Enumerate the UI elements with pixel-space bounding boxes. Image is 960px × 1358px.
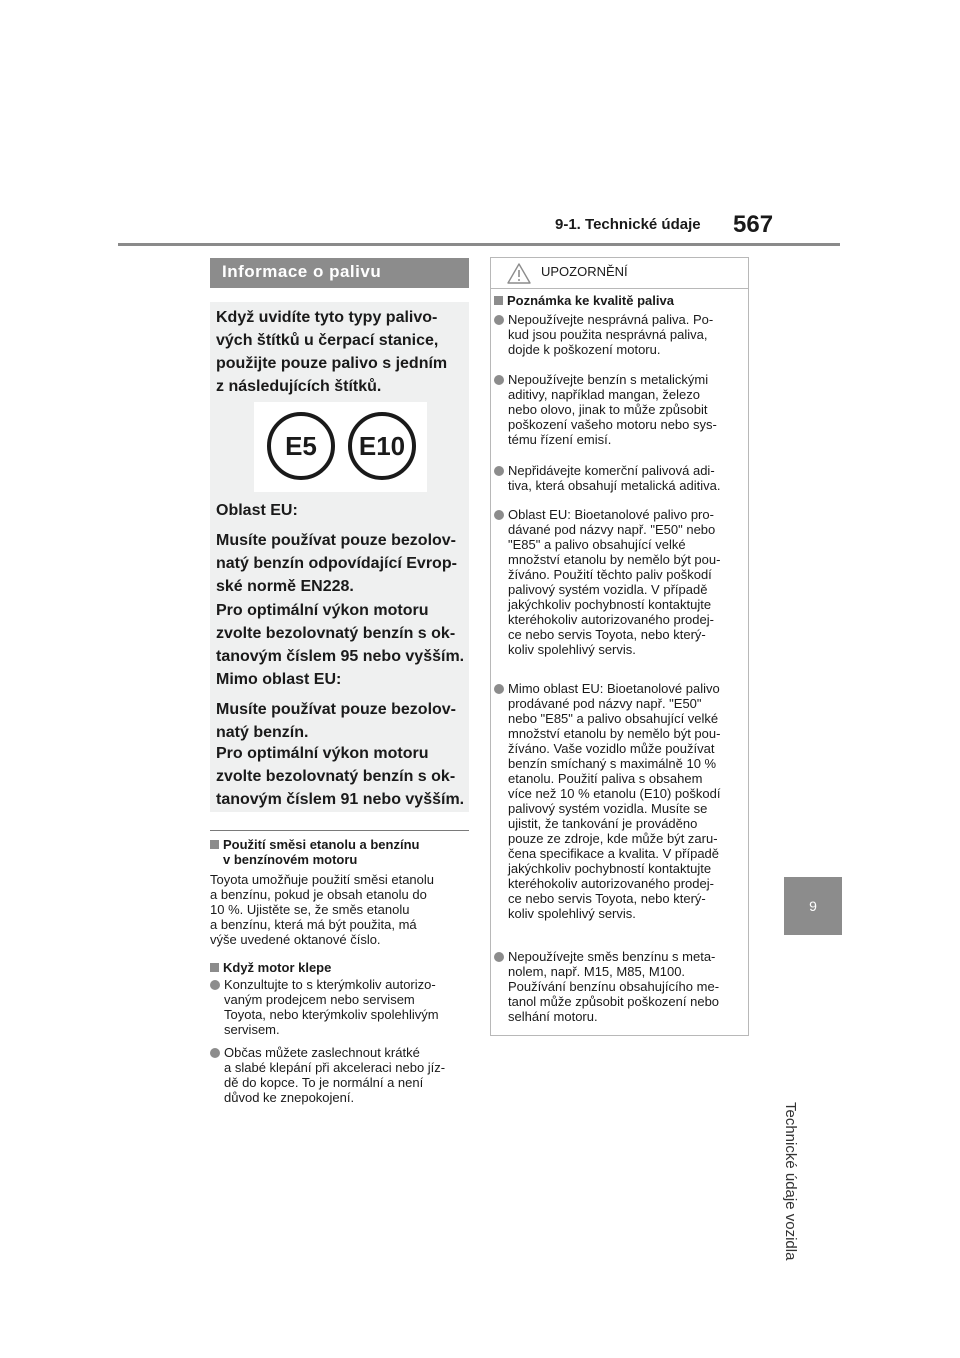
body-line: jakýchkoliv pochybností kontaktujte bbox=[508, 861, 712, 876]
body-line: Toyota, nebo kterýmkoliv spolehlivým bbox=[224, 1007, 439, 1022]
info-line: Pro optimální výkon motoru bbox=[216, 602, 429, 619]
section-title: 9-1. Technické údaje bbox=[555, 216, 701, 233]
body-line: a slabé klepání při akceleraci nebo jíz- bbox=[224, 1060, 446, 1075]
page-number: 567 bbox=[733, 211, 774, 238]
body-line: kteréhokoliv autorizovaného prodej- bbox=[508, 612, 714, 627]
info-line: ské normě EN228. bbox=[216, 578, 354, 595]
body-line: Nepoužívejte směs benzínu s meta- bbox=[508, 949, 716, 964]
body-line: koliv spolehlivý servis. bbox=[508, 906, 636, 921]
info-paragraph bbox=[216, 499, 468, 522]
square-bullet-icon bbox=[210, 963, 219, 972]
knock-heading bbox=[210, 960, 470, 975]
info-intro bbox=[216, 306, 468, 398]
round-bullet-icon bbox=[494, 315, 504, 325]
body-line: a benzínu, která má být použita, má bbox=[210, 917, 417, 932]
body-line: Oblast EU: Bioetanolové palivo pro- bbox=[508, 507, 714, 522]
body-line: více než 10 % etanolu (E10) poškodí bbox=[508, 786, 721, 801]
body-line: "E85" a palivo obsahující velké bbox=[508, 537, 686, 552]
body-line: Nepřidávejte komerční palivová adi- bbox=[508, 463, 715, 478]
body-line: vaným prodejcem nebo servisem bbox=[224, 992, 415, 1007]
body-line: množství etanolu by nemělo být pou- bbox=[508, 552, 721, 567]
body-line: pouze ze zdroje, kde může být zaru- bbox=[508, 831, 718, 846]
knock-heading-text: Když motor klepe bbox=[223, 960, 332, 975]
body-line: žíváno. Vaše vozidlo může používat bbox=[508, 741, 715, 756]
body-line: nolem, např. M15, M85, M100. bbox=[508, 964, 686, 979]
info-line: zvolte bezolovnatý benzín s ok- bbox=[216, 625, 456, 642]
warning-heading-text: Poznámka ke kvalitě paliva bbox=[507, 293, 674, 308]
warning-item bbox=[494, 312, 750, 357]
round-bullet-icon bbox=[494, 952, 504, 962]
chapter-tab[interactable]: 9 bbox=[784, 877, 842, 935]
body-line: tanol může způsobit poškození nebo bbox=[508, 994, 720, 1009]
body-line: nebo "E85" a palivo obsahující velké bbox=[508, 711, 719, 726]
body-line: Používání benzínu obsahujícího me- bbox=[508, 979, 720, 994]
warning-item bbox=[494, 949, 750, 1024]
round-bullet-icon bbox=[494, 375, 504, 385]
round-bullet-icon bbox=[494, 684, 504, 694]
round-bullet-icon bbox=[494, 510, 504, 520]
header-divider bbox=[118, 243, 840, 246]
fuel-label-e10: E10 bbox=[348, 412, 416, 480]
body-line: kud jsou použita nesprávná paliva, bbox=[508, 327, 708, 342]
body-line: důvod ke znepokojení. bbox=[224, 1090, 355, 1105]
info-paragraph bbox=[216, 668, 468, 691]
body-line: žíváno. Použití těchto paliv poškodí bbox=[508, 567, 712, 582]
warning-header-divider bbox=[491, 288, 748, 289]
body-line: aditivy, například mangan, železo bbox=[508, 387, 700, 402]
info-line: tanovým číslem 91 nebo vyšším. bbox=[216, 791, 465, 808]
info-line: Oblast EU: bbox=[216, 502, 298, 519]
knock-item bbox=[210, 977, 472, 1037]
info-box-body bbox=[210, 302, 469, 812]
body-line: čena specifikace a kvalita. V případě bbox=[508, 846, 720, 861]
body-line: tému řízení emisí. bbox=[508, 432, 612, 447]
info-line: Mimo oblast EU: bbox=[216, 671, 342, 688]
info-intro-line: z následujících štítků. bbox=[216, 378, 382, 395]
warning-heading bbox=[494, 293, 748, 308]
info-paragraph bbox=[216, 529, 468, 598]
warning-item bbox=[494, 463, 750, 493]
warning-title: UPOZORNĚNÍ bbox=[541, 264, 628, 279]
body-line: množství etanolu by nemělo být pou- bbox=[508, 726, 721, 741]
body-line: Nepoužívejte benzín s metalickými bbox=[508, 372, 709, 387]
body-line: koliv spolehlivý servis. bbox=[508, 642, 636, 657]
info-intro-line: Když uvidíte tyto typy palivo- bbox=[216, 309, 438, 326]
warning-box bbox=[490, 257, 749, 1036]
body-line: selhání motoru. bbox=[508, 1009, 598, 1024]
body-line: prodávané pod názvy např. "E50" bbox=[508, 696, 702, 711]
body-line: výše uvedené oktanové číslo. bbox=[210, 932, 381, 947]
body-line: dávané pod názvy např. "E50" nebo bbox=[508, 522, 716, 537]
body-line: etanolu. Použití paliva s obsahem bbox=[508, 771, 703, 786]
warning-item bbox=[494, 372, 750, 447]
body-line: palivový systém vozidla. Musíte se bbox=[508, 801, 708, 816]
section-divider bbox=[210, 830, 469, 831]
warning-item bbox=[494, 681, 750, 921]
body-line: palivový systém vozidla. V případě bbox=[508, 582, 708, 597]
square-bullet-icon bbox=[494, 296, 503, 305]
body-line: ujistit, že tankování je prováděno bbox=[508, 816, 698, 831]
square-bullet-icon bbox=[210, 840, 219, 849]
warning-triangle-icon bbox=[506, 262, 532, 285]
info-line: natý benzín odpovídající Evrop- bbox=[216, 555, 457, 572]
body-line: Mimo oblast EU: Bioetanolové palivo bbox=[508, 681, 720, 696]
fuel-label-image bbox=[254, 402, 427, 492]
chapter-title-vertical bbox=[770, 940, 810, 1261]
fuel-label-e5: E5 bbox=[267, 412, 335, 480]
body-line: servisem. bbox=[224, 1022, 280, 1037]
knock-item bbox=[210, 1045, 472, 1105]
info-paragraph bbox=[216, 742, 468, 811]
body-line: nebo olovo, jinak to může způsobit bbox=[508, 402, 708, 417]
ethanol-heading-line: Použití směsi etanolu a benzínu bbox=[223, 837, 420, 852]
body-line: Občas můžete zaslechnout krátké bbox=[224, 1045, 420, 1060]
ethanol-heading bbox=[210, 837, 470, 867]
info-line: tanovým číslem 95 nebo vyšším. bbox=[216, 648, 465, 665]
info-line: Musíte používat pouze bezolov- bbox=[216, 532, 457, 549]
body-line: jakýchkoliv pochybností kontaktujte bbox=[508, 597, 712, 612]
body-line: tiva, která obsahují metalická aditiva. bbox=[508, 478, 721, 493]
body-line: ce nebo servis Toyota, nebo který- bbox=[508, 627, 706, 642]
chapter-title: Technické údaje vozidla bbox=[782, 1102, 799, 1261]
info-line: natý benzín. bbox=[216, 724, 309, 741]
body-line: poškození vašeho motoru nebo sys- bbox=[508, 417, 717, 432]
body-line: dojde k poškození motoru. bbox=[508, 342, 661, 357]
round-bullet-icon bbox=[210, 980, 220, 990]
body-line: ce nebo servis Toyota, nebo který- bbox=[508, 891, 706, 906]
body-line: kteréhokoliv autorizovaného prodej- bbox=[508, 876, 714, 891]
body-line: Konzultujte to s kterýmkoliv autorizo- bbox=[224, 977, 436, 992]
info-box-title: Informace o palivu bbox=[222, 262, 382, 281]
round-bullet-icon bbox=[494, 466, 504, 476]
body-line: Toyota umožňuje použití směsi etanolu bbox=[210, 872, 435, 887]
info-paragraph bbox=[216, 599, 468, 668]
body-line: 10 %. Ujistěte se, že směs etanolu bbox=[210, 902, 410, 917]
info-intro-line: vých štítků u čerpací stanice, bbox=[216, 332, 439, 349]
info-paragraph bbox=[216, 698, 468, 744]
info-line: Pro optimální výkon motoru bbox=[216, 745, 429, 762]
info-line: Musíte používat pouze bezolov- bbox=[216, 701, 457, 718]
round-bullet-icon bbox=[210, 1048, 220, 1058]
info-line: zvolte bezolovnatý benzín s ok- bbox=[216, 768, 456, 785]
body-line: a benzínu, pokud je obsah etanolu do bbox=[210, 887, 427, 902]
body-line: dě do kopce. To je normální a není bbox=[224, 1075, 424, 1090]
info-box-header bbox=[210, 258, 469, 288]
ethanol-heading-line: v benzínovém motoru bbox=[223, 852, 358, 867]
ethanol-body bbox=[210, 872, 470, 947]
body-line: benzín smíchaný s maximálně 10 % bbox=[508, 756, 717, 771]
body-line: Nepoužívejte nesprávná paliva. Po- bbox=[508, 312, 714, 327]
info-intro-line: použijte pouze palivo s jedním bbox=[216, 355, 448, 372]
warning-item bbox=[494, 507, 750, 657]
